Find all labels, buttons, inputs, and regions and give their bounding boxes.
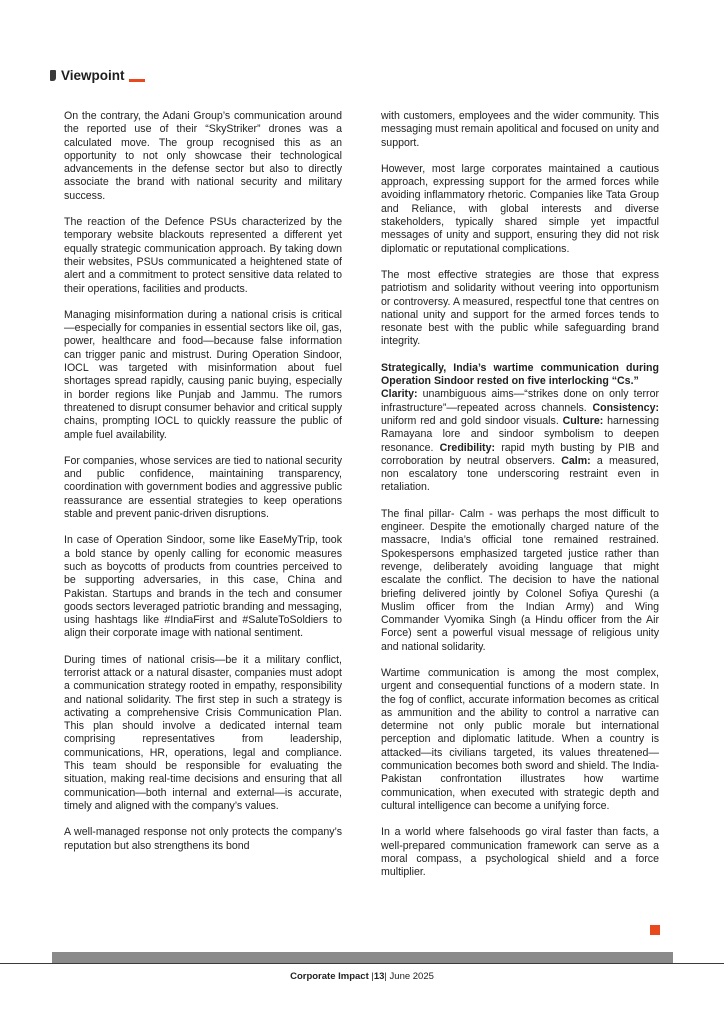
calm-text: a measured, non escalatory tone underscoring restraint even in retaliation. <box>381 454 659 494</box>
culture-label: Culture: <box>562 414 604 427</box>
footer-separator: | <box>368 971 374 982</box>
paragraph: with customers, employees and the wider community. This messaging must remain apolitical and focused on unity and support. <box>381 110 659 149</box>
right-column <box>381 110 659 892</box>
footer-separator: | <box>384 971 387 982</box>
section-title: Viewpoint <box>61 67 125 83</box>
paragraph: During times of national crisis—be it a military conflict, terrorist attack or a natural disaster, companies must adopt a communication strategy rooted in empathy, responsibility and national solidarity. The first step in such a strategy is activating a comprehensive Crisis Communication Plan. This plan should involve a dedicated internal team comprising representatives from leadership, communications, HR, operations, legal and compliance. This team should be responsible for evaluating the situation, making real-time decisions and ensuring that all communication—both internal and external—is accurate, timely and aligned with the company’s values. <box>64 653 342 812</box>
five-cs-heading: Strategically, India’s wartime communication during Operation Sindoor rested on five interlocking “Cs.” <box>381 361 659 388</box>
issue-date: June 2025 <box>386 971 434 982</box>
culture-text: harnessing Ramayana lore and sindoor symbolism to deepen resonance. <box>381 414 659 454</box>
consistency-label: Consistency: <box>592 401 659 414</box>
clarity-text: unambiguous aims—“strikes done on only terror infrastructure”—repeated across channels. <box>381 388 659 414</box>
consistency-text: uniform red and gold sindoor visuals. <box>381 414 559 427</box>
five-cs-paragraph <box>381 362 659 495</box>
section-header <box>50 66 145 84</box>
paragraph: The most effective strategies are those that express patriotism and solidarity without veering into opportunism or controversy. A measured, respectful tone that centres on national unity and support for the armed forces tends to resonate best with the public while safeguarding brand integrity. <box>381 268 659 348</box>
title-accent-bar <box>129 79 145 82</box>
page-footer <box>0 971 724 982</box>
publication-name: Corporate Impact <box>290 971 369 982</box>
paragraph: The final pillar- Calm - was perhaps the most difficult to engineer. Despite the emotionally charged nature of the massacre, India’s official tone remained restrained. Spokespersons emphasized targeted justice rather than revenge, deliberately avoiding language that might escalate the conflict. The decision to have the national briefing delivered jointly by Colonel Sofiya Qureshi (a Muslim officer from the Indian Army) and Wing Commander Vyomika Singh (a Hindu officer from the Air Force) sent a powerful visual message of religious unity and national solidarity. <box>381 507 659 653</box>
calm-label: Calm: <box>561 454 591 467</box>
paragraph: In case of Operation Sindoor, some like EaseMyTrip, took a bold stance by openly calling for economic measures such as boycotts of products from countries perceived to be supporting adversaries, in this case, China and Pakistan. Startups and brands in the tech and consumer goods sectors leveraged patriotic branding and messaging, using hashtags like #IndiaFirst and #SaluteToSoldiers to align their corporate image with national sentiment. <box>64 534 342 640</box>
tag-icon <box>50 70 56 81</box>
paragraph: For companies, whose services are tied to national security and public confidence, maintaining transparency, coordination with government bodies and aggressive public reassurance are essential strategies to keep operations stable and prevent panic-driven disruptions. <box>64 454 342 521</box>
paragraph: However, most large corporates maintained a cautious approach, expressing support for the armed forces while avoiding inflammatory rhetoric. Companies like Tata Group and Reliance, with global interests and diverse stakeholders, typically shared simple yet impactful messages of unity and support, ensuring they did not risk diplomatic or reputational complications. <box>381 162 659 255</box>
credibility-label: Credibility: <box>439 441 495 454</box>
paragraph: A well-managed response not only protects the company’s reputation but also strengthens its bond <box>64 826 342 852</box>
footer-divider <box>0 963 724 964</box>
clarity-label: Clarity: <box>381 388 418 401</box>
paragraph: Managing misinformation during a national crisis is critical—especially for companies in essential sectors like oil, gas, power, healthcare and food—because false information can trigger panic and mistrust. During Operation Sindoor, IOCL was targeted with misinformation about fuel shortages spread rapidly, causing panic buying, especially in border regions like Punjab and Jammu. The rumors threatened to disrupt consumer behavior and critical supply chains, prompting IOCL to quickly reassure the public of ample fuel availability. <box>64 308 342 441</box>
left-column <box>64 110 342 866</box>
paragraph: In a world where falsehoods go viral faster than facts, a well-prepared communication framework can serve as a moral compass, a psychological shield and a force multiplier. <box>381 826 659 879</box>
page-number: 13 <box>373 971 385 982</box>
paragraph: Wartime communication is among the most complex, urgent and consequential functions of a modern state. In the fog of conflict, accurate information becomes as critical as ammunition and the ability to control a narrative can determine not only public morale but international perception and diplomatic latitude. When a country is attacked—its civilians targeted, its values threatened—communication becomes both sword and shield. The India-Pakistan confrontation illustrates how wartime communication, when executed with strategic depth and cultural intelligence can become a unifying force. <box>381 666 659 812</box>
credibility-text: rapid myth busting by PIB and corroboration by neutral observers. <box>381 441 659 467</box>
paragraph: The reaction of the Defence PSUs characterized by the temporary website blackouts represented a different yet equally strategic communication approach. By taking down their websites, PSUs communicated a heightened state of alert and a commitment to protect sensitive data related to their operations, facilities and products. <box>64 216 342 295</box>
footer-band <box>52 952 673 963</box>
paragraph: On the contrary, the Adani Group’s communication around the reported use of their “SkyStriker” drones was a calculated move. The group recognised this as an opportunity to not only showcase their technological advancements in the defense sector but also to directly associate the brand with national security and military success. <box>64 110 342 202</box>
end-of-article-square <box>650 925 660 935</box>
